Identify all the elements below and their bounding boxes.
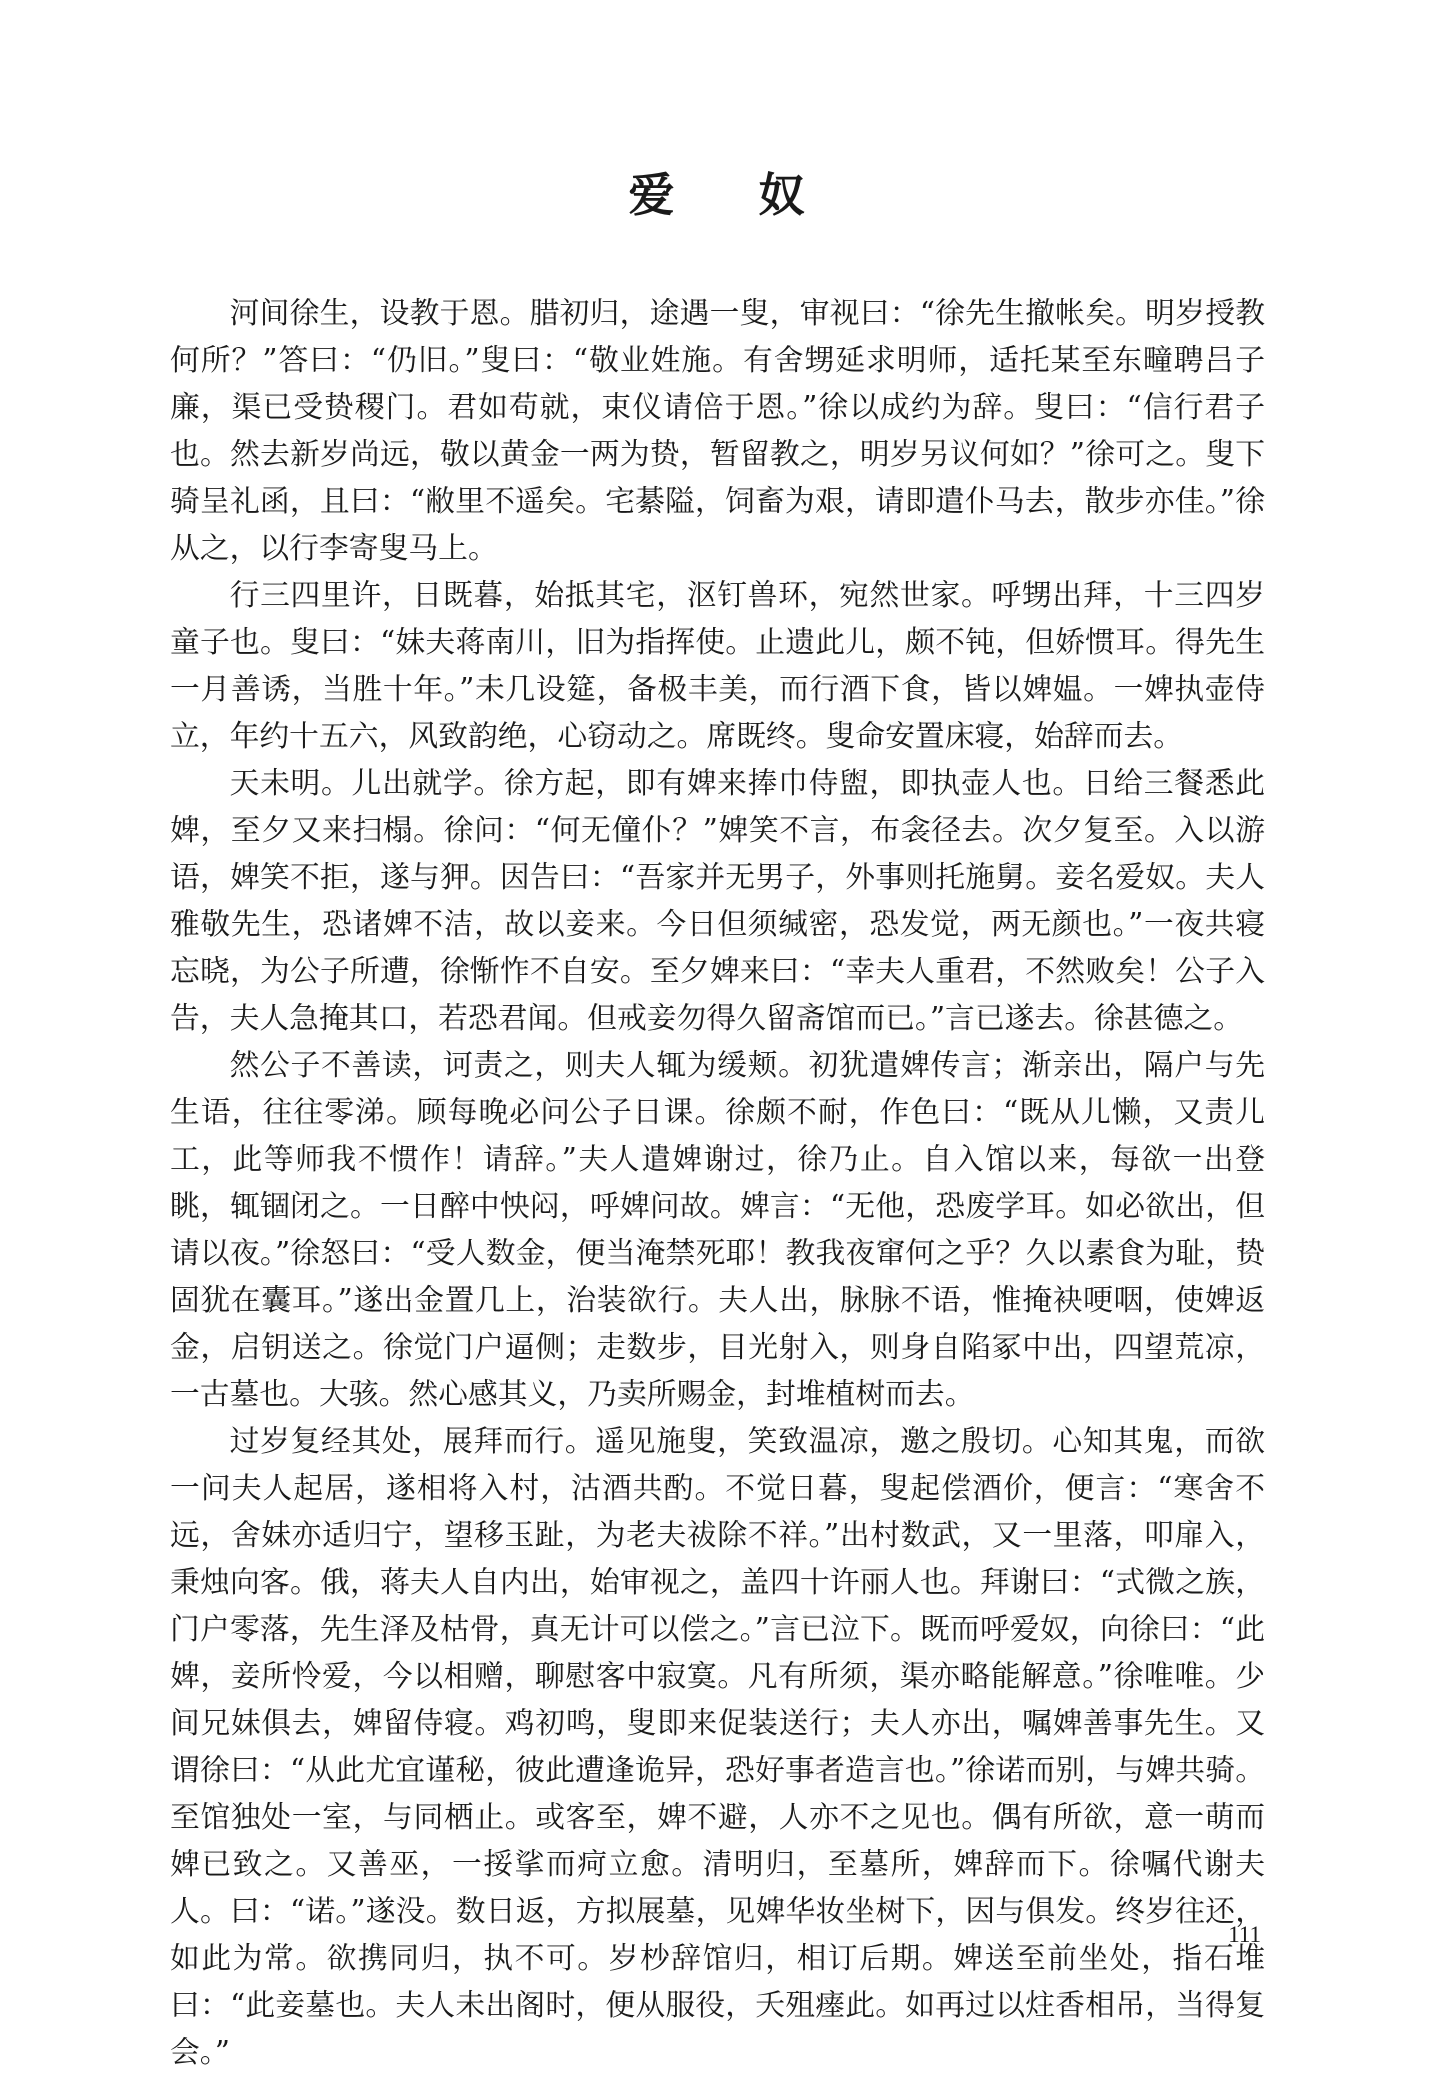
paragraph: 行三四里许，日既暮，始抵其宅，沤钉兽环，宛然世家。呼甥出拜，十三四岁童子也。叟曰：“妹夫蒋南川，旧为指挥使。止遗此儿，颇不钝，但娇惯耳。得先生一月善诱，当胜十年。”未几设筵，备极丰美，而行酒下食，皆以婢媪。一婢执壶侍立，年约十五六，风致韵绝，心窃动之。席既终。叟命安置床寝，始辞而去。 [170, 578, 1265, 754]
paragraph: 然公子不善读，诃责之，则夫人辄为缓颊。初犹遣婢传言；渐亲出，隔户与先生语，往往零涕。顾每晚必问公子日课。徐颇不耐，作色曰：“既从儿懒，又责儿工，此等师我不惯作！请辞。”夫人遣婢谢过，徐乃止。自入馆以来，每欲一出登眺，辄锢闭之。一日醉中怏闷，呼婢问故。婢言：“无他，恐废学耳。如必欲出，但请以夜。”徐怒曰：“受人数金，便当淹禁死耶！教我夜窜何之乎？久以素食为耻，贽固犹在囊耳。”遂出金置几上，治装欲行。夫人出，脉脉不语，惟掩袂哽咽，使婢返金，启钥送之。徐觉门户逼侧；走数步，目光射入，则身自陷冢中出，四望荒凉，一古墓也。大骇。然心感其义，乃卖所赐金，封堆植树而去。 [170, 1048, 1265, 1412]
page-number: 111 [1228, 1922, 1261, 1947]
paragraph: 天未明。儿出就学。徐方起，即有婢来捧巾侍盥，即执壶人也。日给三餐悉此婢，至夕又来扫榻。徐问：“何无僮仆？”婢笑不言，布衾径去。次夕复至。入以游语，婢笑不拒，遂与狎。因告曰：“吾家并无男子，外事则托施舅。妾名爱奴。夫人雅敬先生，恐诸婢不洁，故以妾来。今日但须缄密，恐发觉，两无颜也。”一夜共寝忘晓，为公子所遭，徐惭怍不自安。至夕婢来曰：“幸夫人重君，不然败矣！公子入告，夫人急掩其口，若恐君闻。但戒妾勿得久留斋馆而已。”言已遂去。徐甚德之。 [170, 766, 1265, 1036]
chapter-title: 爱 奴 [628, 168, 839, 222]
paragraph: 过岁复经其处，展拜而行。遥见施叟，笑致温凉，邀之殷切。心知其鬼，而欲一问夫人起居，遂相将入村，沽酒共酌。不觉日暮，叟起偿酒价，便言：“寒舍不远，舍妹亦适归宁，望移玉趾，为老夫祓除不祥。”出村数武，又一里落，叩扉入，秉烛向客。俄，蒋夫人自内出，始审视之，盖四十许丽人也。拜谢曰：“式微之族，门户零落，先生泽及枯骨，真无计可以偿之。”言已泣下。既而呼爱奴，向徐曰：“此婢，妾所怜爱，今以相赠，聊慰客中寂寞。凡有所须，渠亦略能解意。”徐唯唯。少间兄妹俱去，婢留侍寝。鸡初鸣，叟即来促装送行；夫人亦出，嘱婢善事先生。又谓徐曰：“从此尤宜谨秘，彼此遭逢诡异，恐好事者造言也。”徐诺而别，与婢共骑。至馆独处一室，与同栖止。或客至，婢不避，人亦不之见也。偶有所欲，意一萌而婢已致之。又善巫，一挼挲而疴立愈。清明归，至墓所，婢辞而下。徐嘱代谢夫人。曰：“诺。”遂没。数日返，方拟展墓，见婢华妆坐树下，因与俱发。终岁往还，如此为常。欲携同归，执不可。岁杪辞馆归，相订后期。婢送至前坐处，指石堆曰：“此妾墓也。夫人未出阁时，便从服役，夭殂瘗此。如再过以炷香相吊，当得复会。” [170, 1424, 1265, 2070]
body-text [170, 290, 1265, 2076]
paragraph: 河间徐生，设教于恩。腊初归，途遇一叟，审视曰：“徐先生撤帐矣。明岁授教何所？”答曰：“仍旧。”叟曰：“敬业姓施。有舍甥延求明师，适托某至东疃聘吕子廉，渠已受贽稷门。君如苟就，束仪请倍于恩。”徐以成约为辞。叟曰：“信行君子也。然去新岁尚远，敬以黄金一两为贽，暂留教之，明岁另议何如？”徐可之。叟下骑呈礼函，且曰：“敝里不遥矣。宅綦隘，饲畜为艰，请即遣仆马去，散步亦佳。”徐从之，以行李寄叟马上。 [170, 296, 1265, 566]
